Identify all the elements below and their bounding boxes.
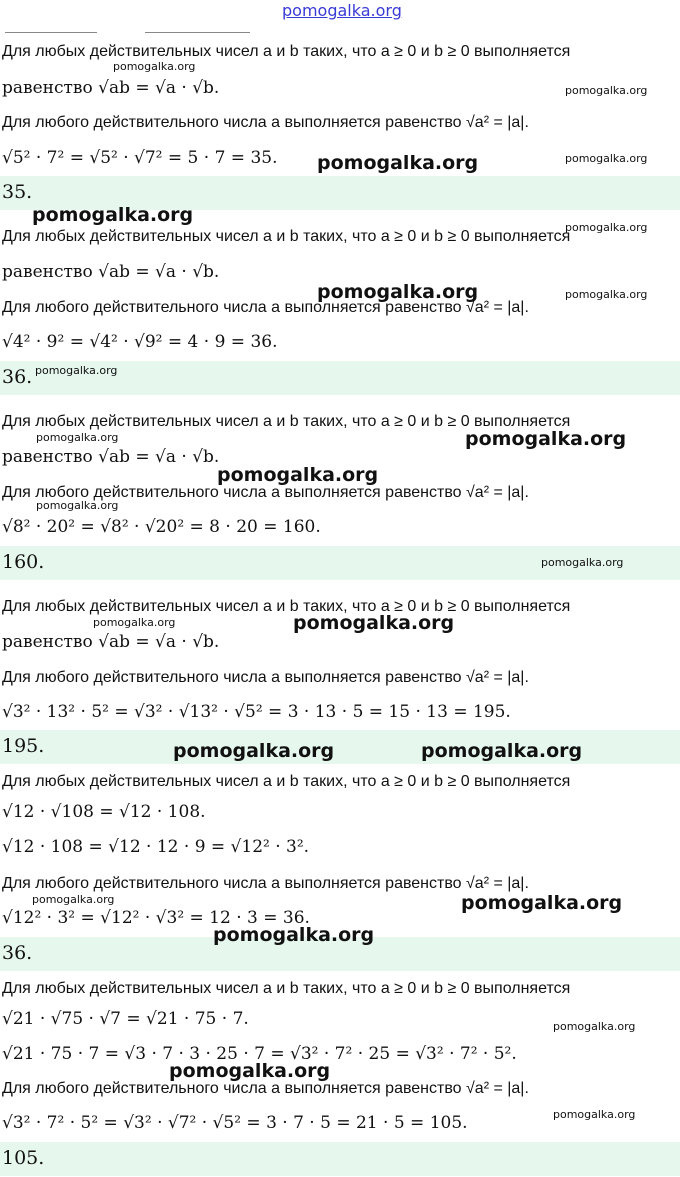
rule-product: Для любых действительных чисел a и b таких, что a ≥ 0 и b ≥ 0 выполняется bbox=[2, 598, 571, 615]
calc-line: √3² · 13² · 5² = √3² · √13² · √5² = 3 · 13 · 5 = 15 · 13 = 195. bbox=[2, 702, 511, 722]
watermark: pomogalka.org bbox=[541, 556, 624, 569]
watermark: pomogalka.org bbox=[461, 892, 623, 914]
watermark: pomogalka.org bbox=[93, 616, 176, 629]
watermark: pomogalka.org bbox=[217, 464, 379, 486]
rule-product-equality: равенство √ab = √a · √b. bbox=[2, 447, 220, 467]
rule-product: Для любых действительных чисел a и b таких, что a ≥ 0 и b ≥ 0 выполняется bbox=[2, 773, 571, 790]
answer-value: 36. bbox=[2, 366, 33, 388]
watermark: pomogalka.org bbox=[113, 60, 196, 73]
calc-line: √5² · 7² = √5² · √7² = 5 · 7 = 35. bbox=[2, 148, 278, 168]
calc-line: √12 · 108 = √12 · 12 · 9 = √12² · 3². bbox=[2, 837, 310, 857]
rule-product-equality: равенство √ab = √a · √b. bbox=[2, 632, 220, 652]
calc-line: √8² · 20² = √8² · √20² = 8 · 20 = 160. bbox=[2, 517, 321, 537]
calc-line: √3² · 7² · 5² = √3² · √7² · √5² = 3 · 7 · 5 = 21 · 5 = 105. bbox=[2, 1113, 468, 1133]
watermark: pomogalka.org bbox=[317, 281, 479, 303]
rule-product: Для любых действительных чисел a и b таких, что a ≥ 0 и b ≥ 0 выполняется bbox=[2, 228, 571, 245]
answer-value: 35. bbox=[2, 181, 33, 203]
rule-square-root: Для любого действительного числа a выполняется равенство √a² = |a|. bbox=[2, 875, 529, 892]
rule-square-root: Для любого действительного числа a выполняется равенство √a² = |a|. bbox=[2, 114, 529, 131]
calc-line: √4² · 9² = √4² · √9² = 4 · 9 = 36. bbox=[2, 332, 278, 352]
rule-product-equality: равенство √ab = √a · √b. bbox=[2, 262, 220, 282]
watermark: pomogalka.org bbox=[553, 1020, 636, 1033]
watermark: pomogalka.org bbox=[169, 1060, 331, 1082]
watermark: pomogalka.org bbox=[213, 924, 375, 946]
watermark: pomogalka.org bbox=[317, 152, 479, 174]
watermark: pomogalka.org bbox=[36, 431, 119, 444]
rule-product: Для любых действительных чисел a и b таких, что a ≥ 0 и b ≥ 0 выполняется bbox=[2, 413, 571, 430]
site-logo[interactable]: pomogalka.org bbox=[282, 1, 402, 20]
watermark: pomogalka.org bbox=[173, 740, 335, 762]
rule-product: Для любых действительных чисел a и b таких, что a ≥ 0 и b ≥ 0 выполняется bbox=[2, 980, 571, 997]
watermark: pomogalka.org bbox=[565, 288, 648, 301]
calc-line: √12² · 3² = √12² · √3² = 12 · 3 = 36. bbox=[2, 908, 310, 928]
watermark: pomogalka.org bbox=[565, 152, 648, 165]
answer-band bbox=[0, 1142, 680, 1176]
answer-value: 36. bbox=[2, 942, 33, 964]
divider bbox=[145, 32, 250, 33]
watermark: pomogalka.org bbox=[32, 893, 115, 906]
rule-product: Для любых действительных чисел a и b таких, что a ≥ 0 и b ≥ 0 выполняется bbox=[2, 43, 571, 60]
watermark: pomogalka.org bbox=[35, 364, 118, 377]
divider bbox=[5, 32, 97, 33]
watermark: pomogalka.org bbox=[293, 612, 455, 634]
answer-value: 195. bbox=[2, 735, 45, 757]
calc-line: √21 · 75 · 7 = √3 · 7 · 3 · 25 · 7 = √3² · 7² · 25 = √3² · 7² · 5². bbox=[2, 1044, 517, 1064]
watermark: pomogalka.org bbox=[553, 1108, 636, 1121]
watermark: pomogalka.org bbox=[565, 84, 648, 97]
rule-square-root: Для любого действительного числа a выполняется равенство √a² = |a|. bbox=[2, 299, 529, 316]
calc-line: √21 · √75 · √7 = √21 · 75 · 7. bbox=[2, 1009, 249, 1029]
answer-value: 160. bbox=[2, 551, 45, 573]
answer-value: 105. bbox=[2, 1147, 45, 1169]
watermark: pomogalka.org bbox=[465, 428, 627, 450]
rule-square-root: Для любого действительного числа a выполняется равенство √a² = |a|. bbox=[2, 669, 529, 686]
rule-square-root: Для любого действительного числа a выполняется равенство √a² = |a|. bbox=[2, 1080, 529, 1097]
rule-product-equality: равенство √ab = √a · √b. bbox=[2, 78, 220, 98]
rule-square-root: Для любого действительного числа a выполняется равенство √a² = |a|. bbox=[2, 484, 529, 501]
calc-line: √12 · √108 = √12 · 108. bbox=[2, 802, 206, 822]
watermark: pomogalka.org bbox=[565, 221, 648, 234]
watermark: pomogalka.org bbox=[32, 204, 194, 226]
watermark: pomogalka.org bbox=[36, 499, 119, 512]
watermark: pomogalka.org bbox=[421, 740, 583, 762]
